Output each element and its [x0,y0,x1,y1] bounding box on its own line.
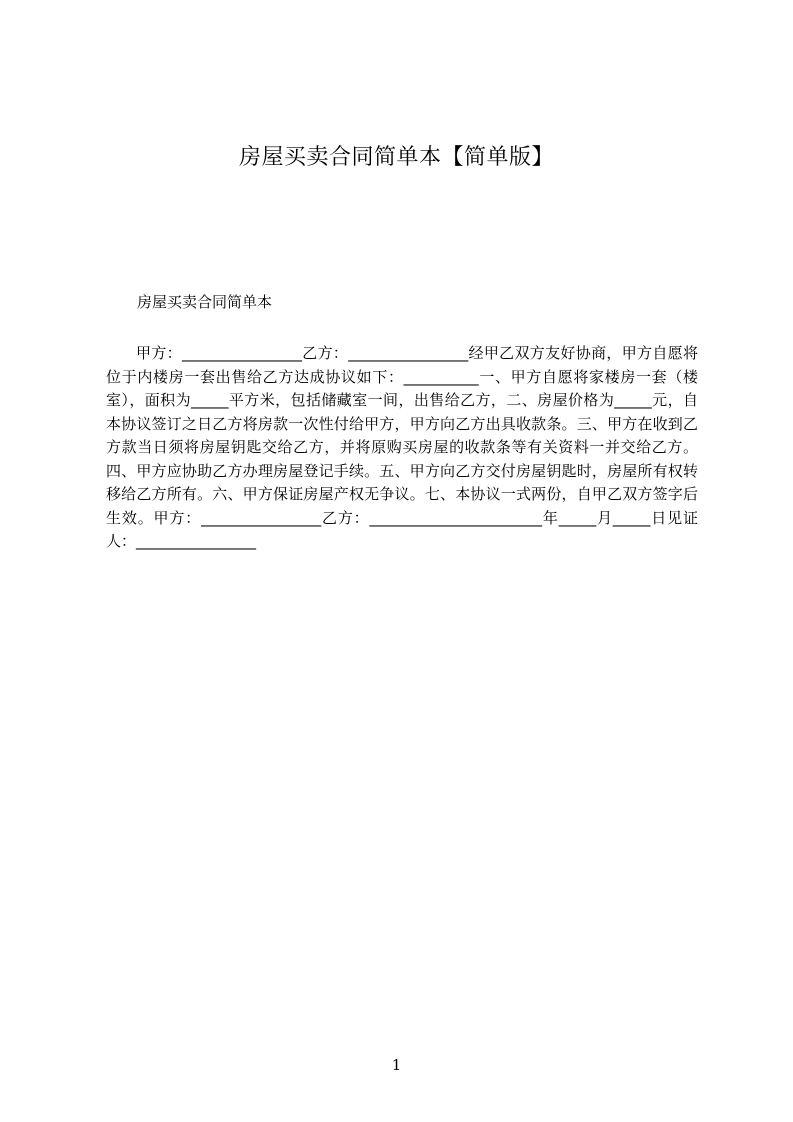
contract-body-paragraph: 甲方：________________乙方：________________经甲乙双方友好协商，甲方自愿将位于内楼房一套出售给乙方达成协议如下：__________一、甲方自愿将家楼房一套（楼室），面积为_____平方米，包括储藏室一间，出售给乙方，二、房屋价格为_____元，自本协议签订之日乙方将房款一次性付给甲方，甲方向乙方出具收款条。三、甲方在收到乙方款当日须将房屋钥匙交给乙方，并将原购买房屋的收款条等有关资料一并交给乙方。四、甲方应协助乙方办理房屋登记手续。五、甲方向乙方交付房屋钥匙时，房屋所有权转移给乙方所有。六、甲方保证房屋产权无争议。七、本协议一式两份，自甲乙双方签字后生效。甲方：________________乙方：_______________________年_____月_____日见证人：________________ [106,344,698,550]
document-subtitle: 房屋买卖合同简单本 [137,293,273,311]
document-title: 房屋买卖合同简单本【简单版】 [238,145,554,170]
page-number: 1 [391,1056,402,1074]
